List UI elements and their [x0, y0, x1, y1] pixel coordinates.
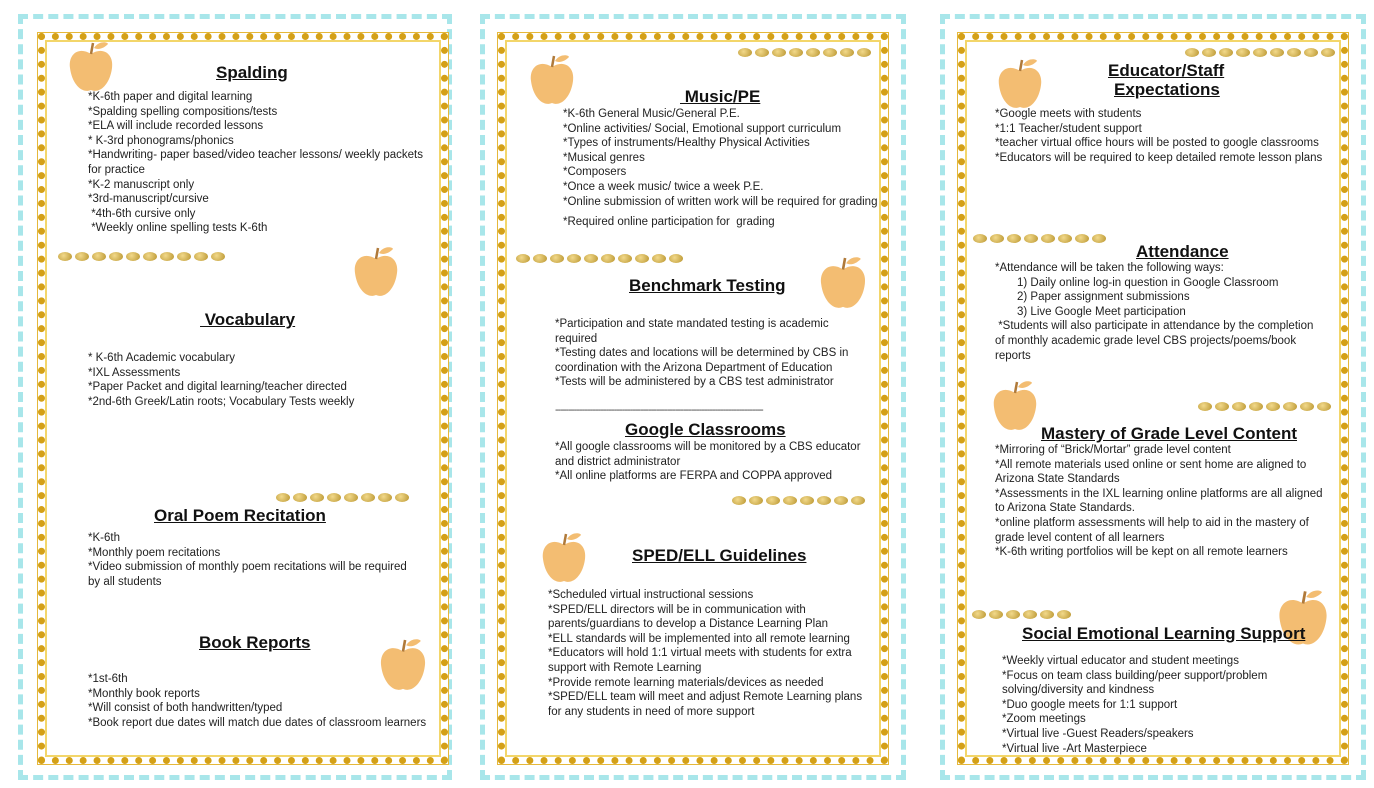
book-reports-heading: Book Reports — [199, 633, 311, 652]
gold-dot-divider — [732, 496, 865, 505]
gold-dot-divider — [1185, 48, 1335, 57]
list-item: *Zoom meetings — [1002, 713, 1086, 726]
apple-icon — [817, 254, 869, 312]
benchmark-testing-heading: Benchmark Testing — [629, 276, 786, 295]
dashed-separator: ------------------------------------------------------------------------------ — [555, 404, 763, 416]
list-item: *ELL standards will be implemented into all remote learning — [548, 632, 850, 645]
attendance-text — [995, 261, 1315, 363]
list-item: *Attendance will be taken the following ways: — [995, 262, 1224, 274]
list-item: *Video submission of monthly poem recitations will be required by all students — [88, 561, 410, 588]
list-item: *Monthly poem recitations — [88, 546, 221, 559]
list-item: *1:1 Teacher/student support — [995, 122, 1142, 135]
list-item: *SPED/ELL team will meet and adjust Remote Learning plans for any students in need of more support — [548, 691, 866, 718]
apple-icon — [539, 530, 589, 586]
list-item: *3rd-manuscript/cursive — [88, 193, 209, 206]
list-item: *Testing dates and locations will be determined by CBS in coordination with the Arizona Department of Education — [555, 347, 852, 374]
list-item: *Musical genres — [563, 151, 645, 164]
list-item: *Online submission of written work will be required for grading — [563, 195, 878, 208]
list-item: *Types of instruments/Healthy Physical Activities — [563, 137, 810, 150]
educator-staff-heading: Educator/Staff — [1108, 61, 1225, 80]
sped-ell-text — [548, 588, 873, 719]
list-item: *Spalding spelling compositions/tests — [88, 105, 278, 118]
apple-icon — [995, 56, 1045, 112]
list-item: *K-2 manuscript only — [88, 178, 195, 191]
apple-icon — [351, 244, 401, 300]
list-item: * K-6th Academic vocabulary — [88, 352, 236, 364]
list-item: *Weekly virtual educator and student meetings — [1002, 655, 1239, 667]
list-item: 1) Daily online log-in question in Google Classroom — [1017, 276, 1279, 289]
list-item: *All google classrooms will be monitored by a CBS educator and district administrator — [555, 441, 864, 468]
list-item: *SPED/ELL directors will be in communication with parents/guardians to develop a Distance Learning Plan — [548, 603, 829, 631]
list-item: *Weekly online spelling tests K-6th — [88, 222, 268, 235]
apple-icon — [66, 40, 116, 94]
expectations-heading: Expectations — [1114, 80, 1220, 99]
list-item: *2nd-6th Greek/Latin roots; Vocabulary Tests weekly — [88, 395, 355, 408]
list-item: * K-3rd phonograms/phonics — [88, 134, 234, 147]
attendance-heading: Attendance — [1136, 242, 1229, 261]
list-item: *K-6th General Music/General P.E. — [563, 108, 740, 120]
google-classrooms-text — [555, 440, 870, 484]
list-item: *Virtual live -Art Masterpiece — [1002, 742, 1147, 755]
list-item: *Focus on team class building/peer support/problem solving/diversity and kindness — [1002, 669, 1271, 697]
benchmark-testing-text — [555, 317, 865, 390]
list-item: *Book report due dates will match due dates of classroom learners — [88, 716, 427, 729]
spalding-heading: Spalding — [216, 63, 288, 82]
list-item: *Once a week music/ twice a week P.E. — [563, 180, 764, 193]
list-item: *teacher virtual office hours will be posted to google classrooms — [995, 137, 1319, 150]
gold-dot-divider — [738, 48, 871, 57]
sped-ell-heading: SPED/ELL Guidelines — [632, 546, 807, 565]
gold-dot-divider — [516, 254, 683, 263]
gold-dot-divider — [972, 610, 1071, 619]
vocabulary-heading: Vocabulary — [200, 310, 296, 329]
list-item: *Scheduled virtual instructional sessions — [548, 589, 754, 601]
spalding-text — [88, 90, 433, 236]
gold-dot-divider — [973, 234, 1106, 243]
list-item: *Assessments in the IXL learning online platforms are all aligned to Arizona State Standards. — [995, 487, 1326, 515]
list-item: *Tests will be administered by a CBS test administrator — [555, 376, 834, 389]
list-item: *K-6th — [88, 532, 120, 544]
apple-icon — [527, 52, 577, 108]
gold-dot-divider — [276, 493, 409, 502]
list-item: *K-6th paper and digital learning — [88, 91, 253, 103]
list-item: *Will consist of both handwritten/typed — [88, 702, 283, 715]
google-classrooms-heading: Google Classrooms — [625, 420, 786, 439]
list-item: *Mirroring of “Brick/Mortar” grade level content — [995, 444, 1231, 456]
mastery-heading: Mastery of Grade Level Content — [1041, 424, 1298, 443]
list-item: *1st-6th — [88, 673, 128, 685]
list-item: *ELA will include recorded lessons — [88, 120, 264, 133]
book-reports-text — [88, 672, 428, 730]
educator-staff-text — [995, 107, 1340, 165]
list-item: *Students will also participate in attendance by the completion of monthly academic grade level CBS projects/poems/book reports — [995, 320, 1317, 362]
music-pe-heading: Music/PE — [680, 87, 761, 106]
apple-icon — [990, 378, 1040, 434]
list-item: *Online activities/ Social, Emotional support curriculum — [563, 122, 842, 135]
list-item: *Participation and state mandated testing is academic required — [555, 318, 832, 345]
oral-poem-text — [88, 531, 418, 589]
list-item: *Google meets with students — [995, 108, 1142, 120]
list-item: *Paper Packet and digital learning/teacher directed — [88, 381, 347, 394]
list-item: 3) Live Google Meet participation — [1017, 305, 1186, 318]
list-item: *Educators will be required to keep detailed remote lesson plans — [995, 151, 1323, 164]
list-item: *Educators will hold 1:1 virtual meets with students for extra support with Remote Learning — [548, 647, 855, 674]
list-item: *All online platforms are FERPA and COPPA approved — [555, 470, 832, 483]
list-item: *All remote materials used online or sent home are aligned to Arizona State Standards — [995, 458, 1309, 486]
list-item: *Virtual live -Guest Readers/speakers — [1002, 727, 1194, 740]
gold-dot-divider — [58, 252, 225, 261]
list-item: *online platform assessments will help to aid in the mastery of grade level content of all learners — [995, 516, 1313, 544]
list-item: *Provide remote learning materials/devices as needed — [548, 676, 824, 689]
list-item: *Composers — [563, 166, 627, 179]
list-item: *IXL Assessments — [88, 366, 181, 379]
sel-support-heading: Social Emotional Learning Support — [1022, 624, 1306, 643]
list-item: *4th-6th cursive only — [88, 207, 196, 220]
mastery-text — [995, 443, 1325, 560]
sel-support-text — [1002, 654, 1322, 756]
list-item: *Handwriting- paper based/video teacher lessons/ weekly packets for practice — [88, 149, 427, 176]
list-item: *Duo google meets for 1:1 support — [1002, 698, 1178, 711]
list-item: *Monthly book reports — [88, 687, 200, 700]
list-item: *Required online participation for grading — [563, 216, 775, 229]
music-pe-text — [563, 107, 878, 230]
list-item: 2) Paper assignment submissions — [1017, 291, 1190, 304]
oral-poem-heading: Oral Poem Recitation — [154, 506, 326, 525]
gold-dot-divider — [1198, 402, 1331, 411]
vocabulary-text — [88, 351, 433, 409]
list-item: *K-6th writing portfolios will be kept on all remote learners — [995, 546, 1288, 559]
